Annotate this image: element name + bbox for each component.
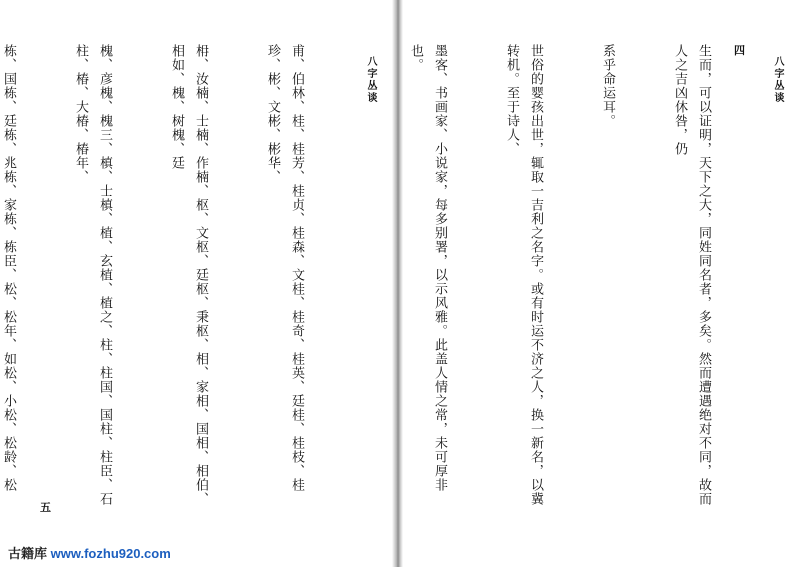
left-line: 槐、彦槐、槐三、槙、士槙、植、玄植、植之、柱、柱国、国柱、柱臣、石柱、椿、大椿、椿年、 (73, 44, 112, 506)
book-gutter (392, 0, 403, 567)
left-line: 栋、国栋、廷栋、兆栋、家栋、栋臣、松、松年、如松、小松、松龄、松 (1, 44, 16, 492)
right-line: 墨客、书画家、小说家，每多别署，以示风雅。此盖人情之常，未可厚非也。 (408, 44, 447, 492)
left-page-header: 八字丛谈 (365, 56, 376, 104)
right-page-header: 八字丛谈 (772, 56, 783, 104)
right-line: 系乎命运耳。 (600, 44, 615, 128)
right-page-number: 四 (734, 44, 745, 57)
right-page (403, 0, 793, 567)
right-line: 世俗的婴孩出世，辄取一吉利之名字。或有时运不济之人，换一新名，以冀转机。至于诗人、 (504, 44, 543, 506)
watermark-site-name: 古籍库 (8, 546, 48, 561)
right-page-text (408, 44, 763, 514)
left-page (0, 0, 392, 567)
site-watermark[interactable] (8, 543, 171, 562)
watermark-url[interactable]: www.fozhu920.com (50, 546, 171, 561)
right-line: 生而，可以证明，天下之大，同姓同名者，多矣。然而遭遇绝对不同，故而人之吉凶休咎，仍 (672, 44, 711, 506)
left-page-number: 五 (40, 501, 51, 514)
left-line: 甫、伯林、桂、桂芳、桂贞、桂森、文桂、桂奇、桂英、廷桂、桂枝、桂珍、彬、文彬、彬华、 (265, 44, 304, 492)
left-page-text (1, 44, 356, 514)
left-line: 枏、汝楠、士楠、作楠、枢、文枢、廷枢、秉枢、相、家相、国相、相伯、相如、槐、树槐、廷 (169, 44, 208, 506)
